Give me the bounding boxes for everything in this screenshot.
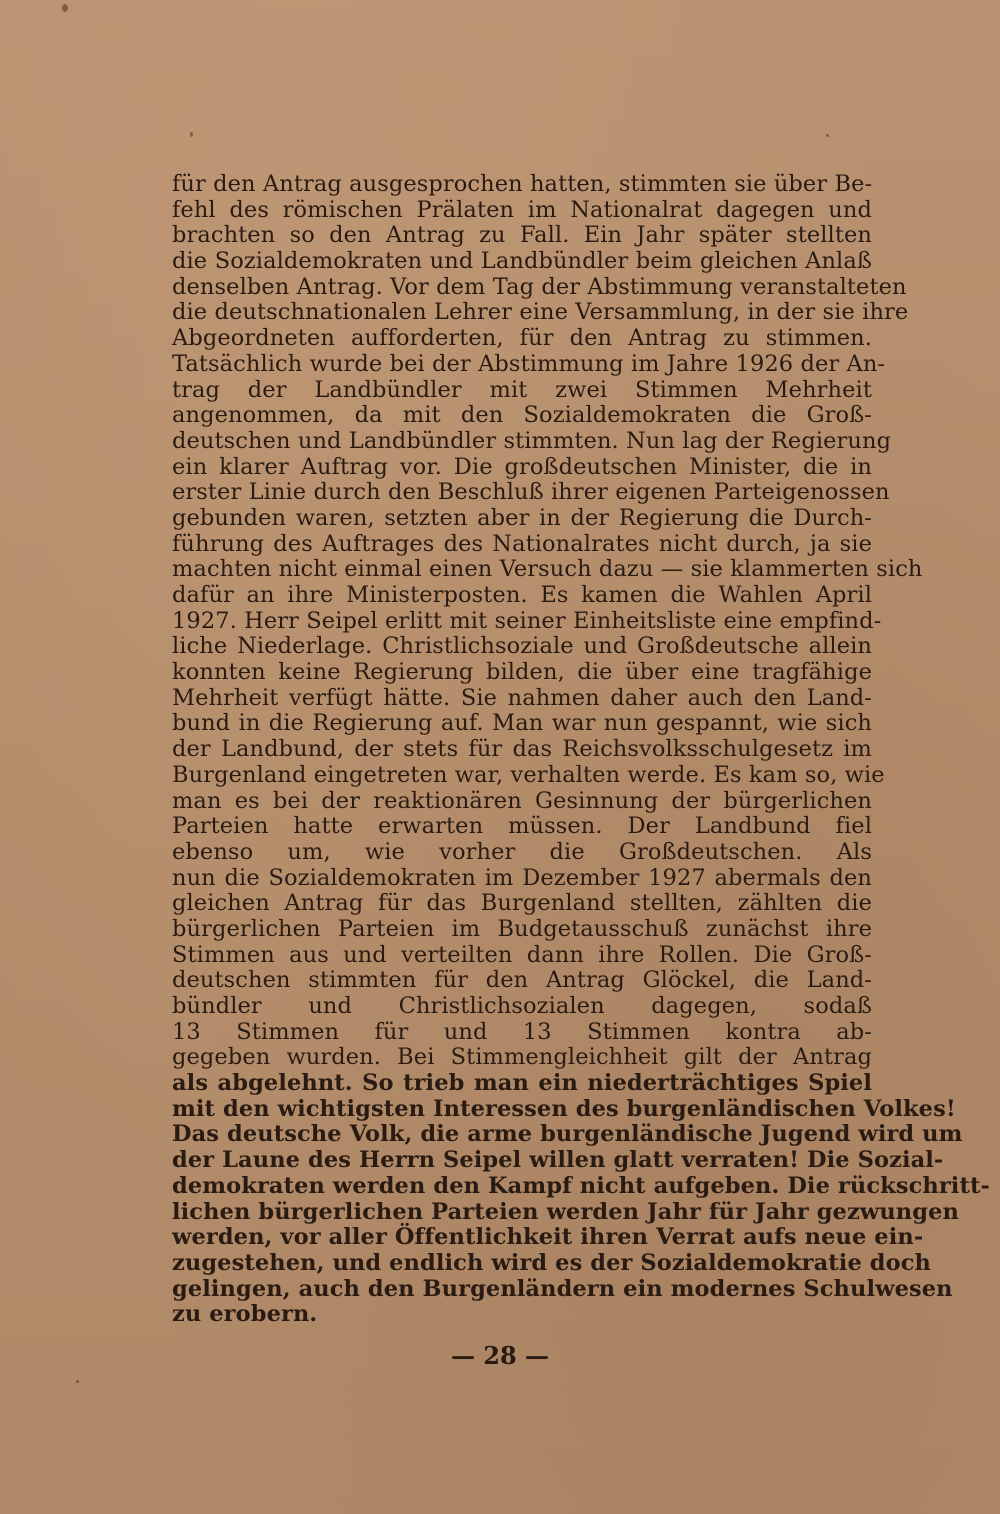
text-line: deutschen stimmten für den Antrag Glöckel, die Land- [172, 967, 872, 994]
text-line: denselben Antrag. Vor dem Tag der Abstimmung veranstalteten [172, 273, 907, 300]
text-line: Burgenland eingetreten war, verhalten werde. Es kam so, wie [172, 761, 885, 788]
text-line-last: zu erobern. [172, 1301, 318, 1328]
text-line: ein klarer Auftrag vor. Die großdeutschen Minister, die in [172, 453, 872, 480]
body-text [172, 171, 990, 1328]
text-line: dafür an ihre Ministerposten. Es kamen die Wahlen April [172, 582, 872, 608]
text-line: ebenso um, wie vorher die Großdeutschen. Als [172, 838, 872, 865]
paper-speck [76, 1380, 79, 1383]
text-line: 1927. Herr Seipel erlitt mit seiner Einheitsliste eine empfind- [172, 607, 882, 634]
text-line: bürgerlichen Parteien im Budgetausschuß zunächst ihre [172, 915, 872, 942]
text-line: der Landbund, der stets für das Reichsvolksschulgesetz im [172, 736, 872, 763]
text-line: gelingen, auch den Burgenländern ein modernes Schulwesen [172, 1275, 953, 1302]
text-line: deutschen und Landbündler stimmten. Nun lag der Regierung [172, 427, 892, 454]
text-line: führung des Auftrages des Nationalrates nicht durch, ja sie [172, 530, 872, 557]
text-line: der Laune des Herrn Seipel willen glatt verraten! Die Sozial- [172, 1147, 944, 1174]
paper-speck [62, 4, 68, 12]
text-line: Mehrheit verfügt hätte. Sie nahmen daher auch den Land- [172, 684, 872, 711]
text-line: die deutschnationalen Lehrer eine Versammlung, in der sie ihre [172, 299, 909, 326]
text-line: man es bei der reaktionären Gesinnung der bürgerlichen [172, 787, 872, 814]
text-line: Das deutsche Volk, die arme burgenländische Jugend wird um [172, 1121, 963, 1148]
text-line: als abgelehnt. So trieb man ein niederträchtiges Spiel [172, 1070, 872, 1097]
text-line: gleichen Antrag für das Burgenland stellten, zählten die [172, 890, 872, 917]
text-line: Tatsächlich wurde bei der Abstimmung im Jahre 1926 der An- [172, 350, 886, 377]
text-line: für den Antrag ausgesprochen hatten, stimmten sie über Be- [172, 171, 873, 197]
text-line: nun die Sozialdemokraten im Dezember 1927 abermals den [172, 864, 872, 891]
text-line: gebunden waren, setzten aber in der Regierung die Durch- [172, 504, 872, 531]
text-line: trag der Landbündler mit zwei Stimmen Mehrheit [172, 376, 872, 403]
paper-speck [826, 134, 829, 137]
text-line: angenommen, da mit den Sozialdemokraten die Groß- [172, 402, 872, 429]
text-line: konnten keine Regierung bilden, die über eine tragfähige [172, 659, 872, 686]
text-line: bündler und Christlichsozialen dagegen, sodaß [172, 993, 872, 1019]
text-line: brachten so den Antrag zu Fall. Ein Jahr später stellten [172, 222, 872, 249]
page-number: — 28 — [450, 1341, 550, 1370]
text-line: demokraten werden den Kampf nicht aufgeben. Die rückschritt- [172, 1172, 990, 1199]
text-line: liche Niederlage. Christlichsoziale und Großdeutsche allein [172, 633, 872, 660]
paper-speck [190, 132, 193, 137]
text-line: erster Linie durch den Beschluß ihrer eigenen Parteigenossen [172, 479, 890, 506]
text-line: lichen bürgerlichen Parteien werden Jahr für Jahr gezwungen [172, 1198, 959, 1225]
text-line: werden, vor aller Öffentlichkeit ihren Verrat aufs neue ein- [172, 1224, 924, 1251]
text-line: machten nicht einmal einen Versuch dazu — sie klammerten sich [172, 556, 923, 583]
text-line: gegeben wurden. Bei Stimmengleichheit gilt der Antrag [172, 1044, 872, 1071]
text-line: Parteien hatte erwarten müssen. Der Landbund fiel [172, 813, 872, 840]
text-line: 13 Stimmen für und 13 Stimmen kontra ab- [172, 1018, 872, 1045]
text-line: mit den wichtigsten Interessen des burgenländischen Volkes! [172, 1095, 956, 1122]
text-line: bund in die Regierung auf. Man war nun gespannt, wie sich [172, 710, 872, 737]
text-line: die Sozialdemokraten und Landbündler beim gleichen Anlaß [172, 248, 872, 275]
text-line: fehl des römischen Prälaten im Nationalrat dagegen und [172, 196, 872, 223]
text-line: zugestehen, und endlich wird es der Sozialdemokratie doch [172, 1249, 931, 1276]
text-line: Stimmen aus und verteilten dann ihre Rollen. Die Groß- [172, 941, 872, 968]
text-line: Abgeordneten aufforderten, für den Antrag zu stimmen. [172, 325, 872, 352]
